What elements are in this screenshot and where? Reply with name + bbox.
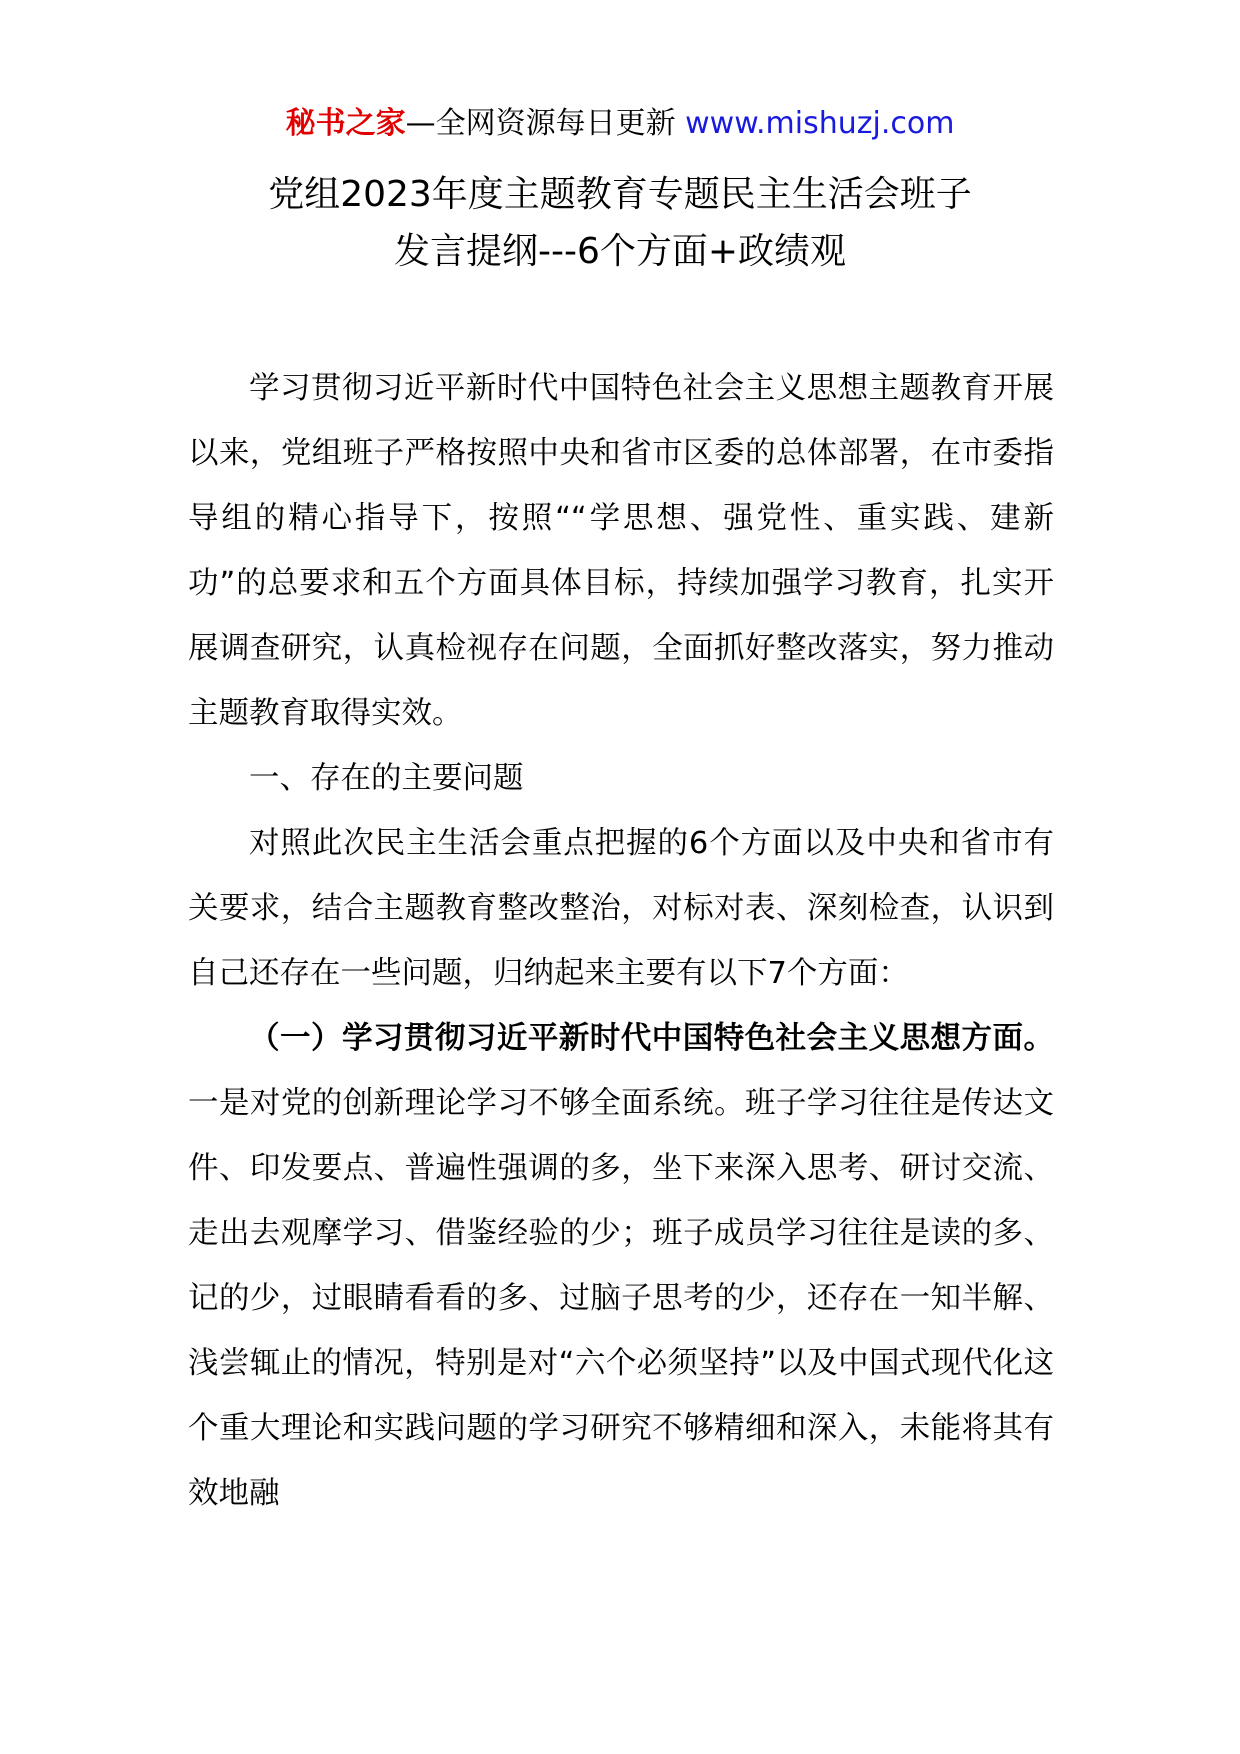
- item-body: 一是对党的创新理论学习不够全面系统。班子学习往往是传达文件、印发要点、普遍性强调的多，坐下来深入思考、研讨交流、走出去观摩学习、借鉴经验的少；班子成员学习往往是读的多、记的少，过眼睛看看的多、过脑子思考的少，还存在一知半解、浅尝辄止的情况，特别是对“六个必须坚持”以及中国式现代化这个重大理论和实践问题的学习研究不够精细和深入，未能将其有效地融: [188, 1086, 1054, 1511]
- item-paragraph: [188, 1006, 1054, 1526]
- site-header: [0, 102, 1240, 146]
- header-tagline: —全网资源每日更新: [405, 106, 686, 141]
- brand-name: 秘书之家: [285, 106, 406, 141]
- document-body: [188, 356, 1054, 1526]
- site-url-link[interactable]: www.mishuzj.com: [685, 106, 955, 141]
- section-heading: 一、存在的主要问题: [249, 761, 524, 796]
- title-line-1: 党组2023年度主题教育专题民主生活会班子: [268, 174, 972, 215]
- section-intro-paragraph: 对照此次民主生活会重点把握的6个方面以及中央和省市有关要求，结合主题教育整改整治，对标对表、深刻检查，认识到自己还存在一些问题，归纳起来主要有以下7个方面：: [188, 826, 1054, 991]
- document-title: [150, 166, 1090, 280]
- title-line-2: 发言提纲---6个方面+政绩观: [393, 231, 847, 272]
- intro-paragraph: 学习贯彻习近平新时代中国特色社会主义思想主题教育开展以来，党组班子严格按照中央和省市区委的总体部署，在市委指导组的精心指导下，按照““学思想、强党性、重实践、建新功”的总要求和五个方面具体目标，持续加强学习教育，扎实开展调查研究，认真检视存在问题，全面抓好整改落实，努力推动主题教育取得实效。: [188, 371, 1054, 731]
- item-heading: （一）学习贯彻习近平新时代中国特色社会主义思想方面。: [249, 1021, 1054, 1056]
